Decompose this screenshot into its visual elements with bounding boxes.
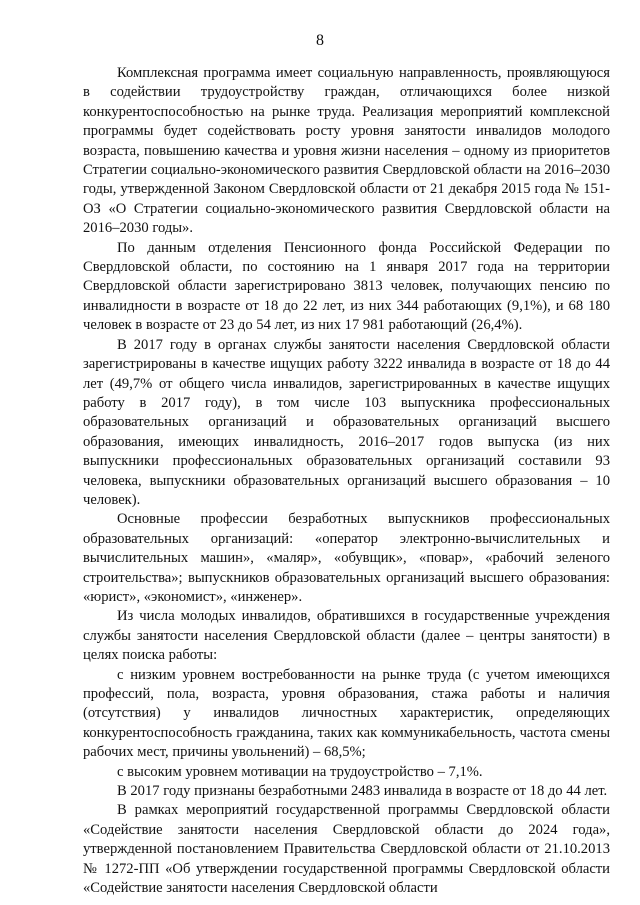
paragraph-pension-fund-data: По данным отделения Пенсионного фонда Российской Федерации по Свердловской области, по состоянию на 1 января 2017 года на территории Свердловской области зарегистрировано 3813 человек, получающих пенсию по инвалидности в возрасте от 18 до 22 лет, из них 344 работающих (9,1%), и 68 180 человек в возрасте от 23 до 54 лет, из них 17 981 работающий (26,4%). [83, 239, 610, 334]
paragraph-job-seekers-2017: В 2017 году в органах службы занятости населения Свердловской области зарегистрированы в качестве ищущих работу 3222 инвалида в возрасте от 18 до 44 лет (49,7% от общего числа инвалидов, зарегистрированных в качестве ищущих работу в 2017 году), в том числе 103 выпускника профессиональных образовательных организаций и образовательных организаций высшего образования, имеющих инвалидность, 2016–2017 годов выпуска (из них выпускники профессиональных образовательных организаций составили 93 человека, выпускники образовательных организаций высшего образования – 10 человек). [83, 336, 610, 508]
body-text [83, 64, 610, 898]
page-number: 8 [316, 32, 324, 49]
paragraph-program-purpose: Комплексная программа имеет социальную направленность, проявляющуюся в содействии трудоустройству граждан, отличающихся более низкой конкурентоспособностью на рынке труда. Реализация мероприятий комплексной программы будет содействовать росту уровня занятости инвалидов молодого возраста, повышению качества и уровня жизни населения – одному из приоритетов Стратегии социально-экономического развития Свердловской области на 2016–2030 годы, утвержденной Законом Свердловской области от 21 декабря 2015 года № 151-ОЗ «О Стратегии социально-экономического развития Свердловской области на 2016–2030 годы». [83, 65, 610, 237]
paragraph-unemployed-2017: В 2017 году признаны безработными 2483 инвалида в возрасте от 18 до 44 лет. [117, 783, 608, 800]
paragraph-state-program: В рамках мероприятий государственной программы Свердловской области «Содействие занятости населения Свердловской области до 2024 года», утвержденной постановлением Правительства Свердловской области от 21.10.2013 № 1272-ПП «Об утверждении государственной программы Свердловской области «Содействие занятости населения Свердловской области [83, 802, 610, 897]
paragraph-young-disabled-intro: Из числа молодых инвалидов, обратившихся в государственные учреждения службы занятости населения Свердловской области (далее – центры занятости) в целях поиска работы: [83, 608, 610, 664]
paragraph-main-professions: Основные профессии безработных выпускников профессиональных образовательных организаций: «оператор электронно-вычислительных и вычислительных машин», «маляр», «обувщик», «повар», «рабочий зеленого строительства»; выпускников образовательных организаций высшего образования: «юрист», «экономист», «инженер». [83, 511, 610, 605]
paragraph-low-demand: с низким уровнем востребованности на рынке труда (с учетом имеющихся профессий, пола, возраста, уровня образования, стажа работы и наличия (отсутствия) у инвалидов личностных характеристик, определяющих конкурентоспособность гражданина, таких как коммуникабельность, частота смены рабочих мест, причины увольнений) – 68,5%; [83, 666, 610, 761]
paragraph-high-motivation: с высоким уровнем мотивации на трудоустройство – 7,1%. [117, 763, 483, 780]
